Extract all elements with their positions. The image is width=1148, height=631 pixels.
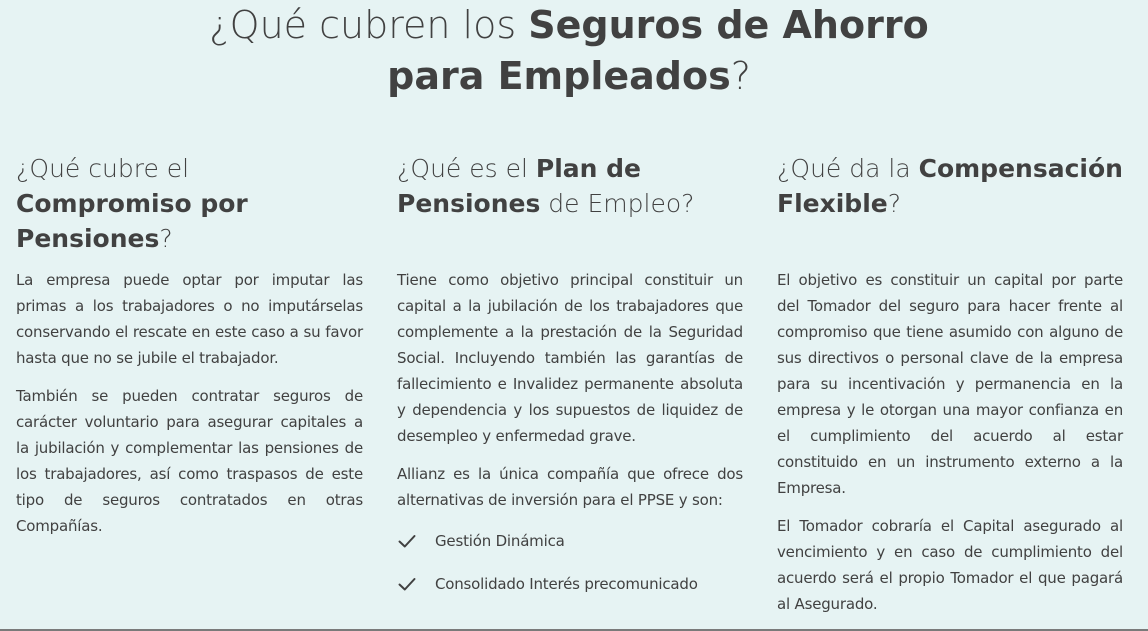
heading-bold: Compensación Flexible <box>777 154 1123 218</box>
title-line2-light: ? <box>730 54 751 98</box>
list-item-label: Gestión Dinámica <box>435 531 565 550</box>
heading-light: ¿Qué cubre el <box>16 154 190 183</box>
column-paragraph: El objetivo es constituir un capital por parte del Tomador del seguro para hacer frente al compromiso que tiene asumido con alguno de sus directivos o personal clave de la empresa para su incentivación y permanencia en la empresa y le otorgan una mayor confianza en el cumplimiento del acuerdo al estar constituido en un instrumento externo a la Empresa. <box>777 271 1123 497</box>
column-heading <box>777 150 1123 247</box>
heading-light: ¿Qué da la <box>777 154 919 183</box>
column-paragraph: También se pueden contratar seguros de carácter voluntario para asegurar capitales a la jubilación y complementar las pensiones de los trabajadores, así como traspasos de este tipo de seguros contratados en otras Compañías. <box>16 387 363 535</box>
heading-bold: Compromiso por Pensiones <box>16 189 248 253</box>
title-line1-light: ¿Qué cubren los <box>209 3 529 47</box>
column-compensacion-flexible <box>777 150 1123 617</box>
page-title <box>0 0 1138 102</box>
heading-light: ¿Qué es el <box>397 154 536 183</box>
column-heading <box>397 150 743 247</box>
heading-light-end: de Empleo? <box>540 189 695 218</box>
column-paragraph: Tiene como objetivo principal constituir un capital a la jubilación de los trabajadores que complemente a la prestación de la Seguridad Social. Incluyendo también las garantías de fallecimiento e Invalidez permanente absoluta y dependencia y los supuestos de liquidez de desempleo y enfermedad grave. <box>397 271 743 445</box>
heading-bold: Plan de Pensiones <box>397 154 642 218</box>
column-paragraph: Allianz es la única compañía que ofrece dos alternativas de inversión para el PPSE y son: <box>397 465 743 509</box>
heading-light-end: ? <box>159 224 173 253</box>
checkmark-icon <box>397 531 417 551</box>
investment-options-list <box>397 519 743 605</box>
list-item <box>397 519 743 562</box>
column-compromiso-pensiones <box>16 150 363 539</box>
heading-light-end: ? <box>887 189 901 218</box>
checkmark-icon <box>397 574 417 594</box>
column-paragraph: La empresa puede optar por imputar las primas a los trabajadores o no imputárselas conservando el rescate en este caso a su favor hasta que no se jubile el trabajador. <box>16 271 363 367</box>
column-paragraph: El Tomador cobraría el Capital asegurado al vencimiento y en caso de cumplimiento del acuerdo será el propio Tomador el que pagará al Asegurado. <box>777 517 1123 613</box>
list-item-label: Consolidado Interés precomunicado <box>435 574 698 593</box>
title-line2-bold: para Empleados <box>387 54 731 98</box>
list-item <box>397 562 743 605</box>
column-heading <box>16 150 363 253</box>
column-plan-pensiones-empleo <box>397 150 743 605</box>
title-line1-bold: Seguros de Ahorro <box>528 3 929 47</box>
